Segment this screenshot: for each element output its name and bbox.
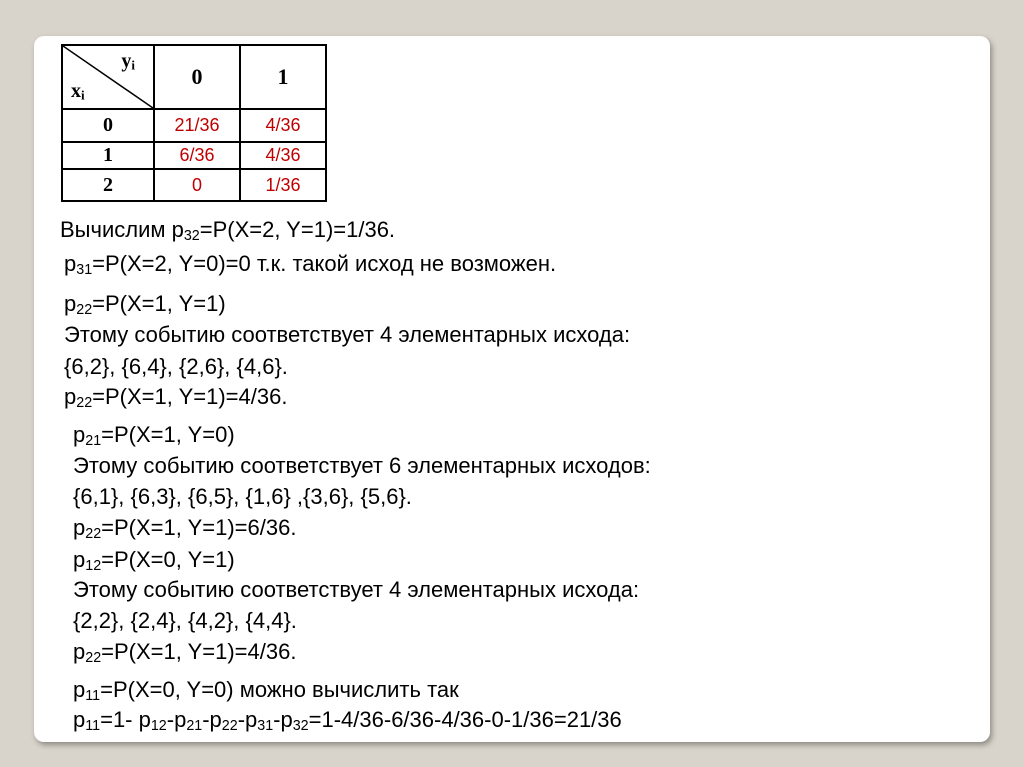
text-line-1: Вычислим $p_{32}=P(X=2$, Y=1)=1/36. <box>60 217 396 244</box>
cell-2-0: 0 <box>154 169 240 201</box>
text-line-3: $p_{22}=P(X=1$, Y=1) <box>64 291 226 318</box>
row-label-0: 0 <box>62 109 154 142</box>
cell-0-1: 4/36 <box>240 109 326 142</box>
text-fragment: =1- p <box>100 707 151 732</box>
cell-1-1: 4/36 <box>240 142 326 169</box>
text-line-12: Этому событию соответствует 4 элементарных исхода: <box>73 577 640 602</box>
text-line-16 <box>73 706 622 740</box>
text-line-6: $p_{22}=P(X=1$, Y=1)=4/36. <box>64 384 288 411</box>
text-fragment: p <box>73 707 86 732</box>
text-line-14: $p_{22}=P(X=1$, Y=1)=4/36. <box>73 639 297 666</box>
text-fragment: -p <box>166 707 187 732</box>
cell-0-0: 21/36 <box>154 109 240 142</box>
table-corner-cell <box>62 45 154 109</box>
text-line-7: $p_{21}=P(X=1$, Y=0) <box>73 422 235 449</box>
cell-2-1: 1/36 <box>240 169 326 201</box>
text-fragment: -p <box>237 707 258 732</box>
subscript: 31 <box>257 717 274 734</box>
row-label-1: 1 <box>62 142 154 169</box>
text-line-10: $p_{22}=P(X=1$, Y=1)=6/36. <box>73 515 297 542</box>
cell-1-0: 6/36 <box>154 142 240 169</box>
text-line-4: Этому событию соответствует 4 элементарных исхода: <box>64 322 631 347</box>
text-line-2: $p_{31}=P(X=2$, Y=0)=0 т.к. такой исход не возможен. <box>64 251 557 278</box>
text-line-13: {2,2}, {2,4}, {4,2}, {4,4}. <box>73 608 297 633</box>
y-axis-label: $y_i$ <box>121 50 135 73</box>
col-header-0: 0 <box>154 45 240 109</box>
row-label-2: 2 <box>62 169 154 201</box>
text-line-8: Этому событию соответствует 6 элементарных исходов: <box>73 453 651 478</box>
joint-distribution-table <box>61 44 327 202</box>
text-fragment: =1-4/36-6/36-4/36-0-1/36=21/36 <box>308 707 622 732</box>
subscript: 22 <box>221 717 238 734</box>
text-fragment: -p <box>273 707 293 732</box>
text-line-5: {6,2}, {6,4}, {2,6}, {4,6}. <box>64 354 288 379</box>
subscript: 11 <box>85 717 101 734</box>
text-line-11: $p_{12}=P(X=0$, Y=1) <box>73 547 235 574</box>
subscript: 12 <box>150 717 167 734</box>
subscript: 32 <box>292 717 309 734</box>
x-axis-label: $x_i$ <box>71 80 85 103</box>
text-line-9: {6,1}, {6,3}, {6,5}, {1,6} ,{3,6}, {5,6}. <box>73 484 412 509</box>
text-line-15: $p_{11}=P(X=0$, Y=0) можно вычислить так <box>73 677 459 704</box>
subscript: 21 <box>186 717 203 734</box>
text-fragment: -p <box>202 707 222 732</box>
col-header-1: 1 <box>240 45 326 109</box>
